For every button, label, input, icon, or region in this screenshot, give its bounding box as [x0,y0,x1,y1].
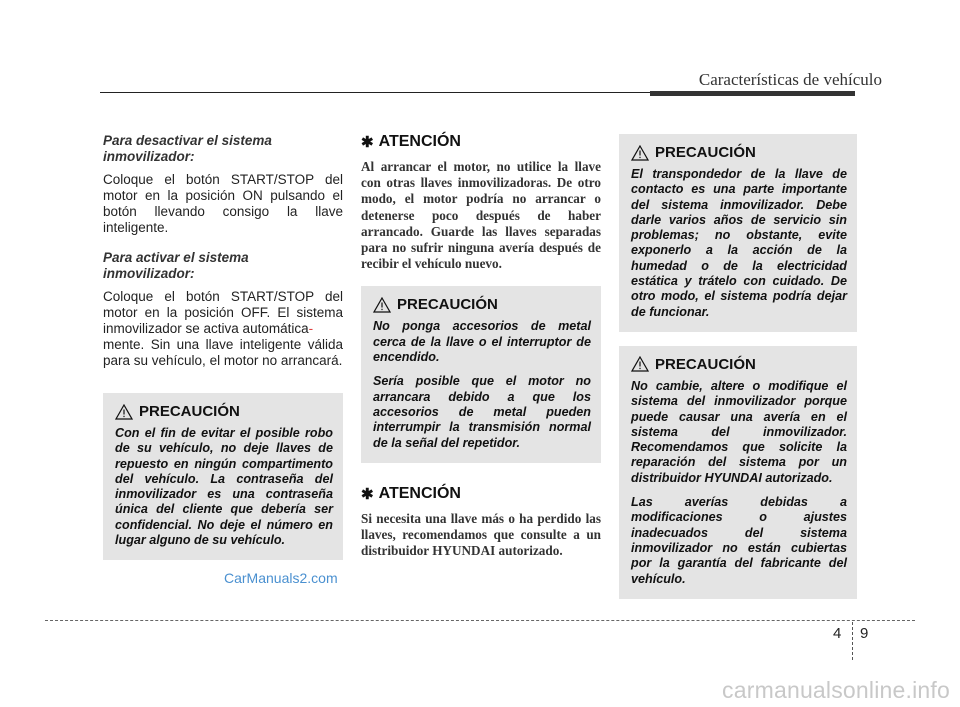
watermark-carmanualsonline[interactable]: carmanualsonline.info [722,677,950,703]
caution-text-2: Sería posible que el motor no arrancara debido a que los accesorios de metal pueden interrumpir la transmisión normal de la señal del repetidor. [373,374,591,450]
caution-title [373,296,591,313]
page-number: 9 [860,625,869,642]
column-left [103,133,343,560]
column-right [619,134,857,599]
footer-rule [45,620,915,621]
paragraph-activate [103,289,343,369]
attention-text-1: Al arrancar el motor, no utilice la llave con otras llaves inmovilizadoras. De otro modo, el motor podría no arrancar o detenerse poco después de haber arrancado. Guarde las llaves separadas para no sufrir ninguna avería después de recibir el vehículo nuevo. [361,159,601,272]
caution-title-text: PRECAUCIÓN [655,355,756,373]
caution-title [631,144,847,161]
warning-triangle-icon [631,356,649,372]
subheading-deactivate: Para desactivar el sistema inmovilizador: [103,133,272,164]
star-icon: ✱ [361,134,374,151]
page-number-divider [852,622,853,660]
warning-triangle-icon [115,404,133,420]
attention-title-text: ATENCIÓN [378,133,461,150]
caution-text: Con el fin de evitar el posible robo de su vehículo, no deje llaves de repuesto en ningún compartimento del vehículo. La contraseña del inmovilizador es una contraseña única del cliente que debería ser confidencial. No deje el número en lugar alguno de su vehículo. [115,426,333,548]
paragraph-deactivate: Coloque el botón START/STOP del motor en la posición ON pulsando el botón llevando consigo la llave inteligente. [103,172,343,235]
header-bar [650,91,855,96]
attention-text-2: Si necesita una llave más o ha perdido las llaves, recomendamos que consulte a un distribuidor HYUNDAI autorizado. [361,510,601,559]
paragraph-activate-part1: Coloque el botón START/STOP del motor en la posición OFF. El sistema inmovilizador se activa automática [103,289,343,336]
attention-title-text: ATENCIÓN [378,484,461,502]
subheading-activate: Para activar el sistema inmovilizador: [103,250,249,281]
caution-title [115,403,333,420]
caution-box-modification [619,346,857,599]
warning-triangle-icon [373,297,391,313]
caution-title-text: PRECAUCIÓN [139,403,240,420]
caution-title-text: PRECAUCIÓN [397,296,498,314]
paragraph-activate-part2: mente. Sin una llave inteligente válida para su vehículo, el motor no arrancará. [103,337,343,368]
star-icon: ✱ [361,485,374,503]
caution-title [631,356,847,373]
warning-triangle-icon [631,145,649,161]
attention-title-1 [361,133,601,151]
caution-box-transponder [619,134,857,332]
attention-title-2 [361,485,601,503]
caution-box-metal [361,286,601,462]
caution-title-text: PRECAUCIÓN [655,144,756,161]
section-title: Características de vehículo [698,70,882,89]
caution-text-2: Las averías debidas a modificaciones o ajustes inadecuados del sistema inmovilizador no están cubiertas por la garantía del fabricante del vehículo. [631,495,847,586]
chapter-number: 4 [833,625,842,642]
caution-text: El transpondedor de la llave de contacto es una parte importante del sistema inmovilizador. Debe darle varios años de servicio sin problemas; no obstante, evite exponerlo a la acción de la humedad o de la electricidad estática y trátelo con cuidado. De otro modo, el sistema podría dejar de funcionar. [631,167,847,319]
caution-text-1: No cambie, altere o modifique el sistema del inmovilizador porque puede causar una avería en el sistema del inmovilizador. Recomendamos que solicite la reparación del sistema por un distribuidor HYUNDAI autorizado. [631,378,847,485]
hyphen-mark: - [308,321,314,336]
watermark-carmanuals2[interactable]: CarManuals2.com [224,570,338,586]
caution-text-1: No ponga accesorios de metal cerca de la llave o el interruptor de encendido. [373,319,591,365]
column-middle [361,133,601,573]
caution-box-theft [103,393,343,560]
